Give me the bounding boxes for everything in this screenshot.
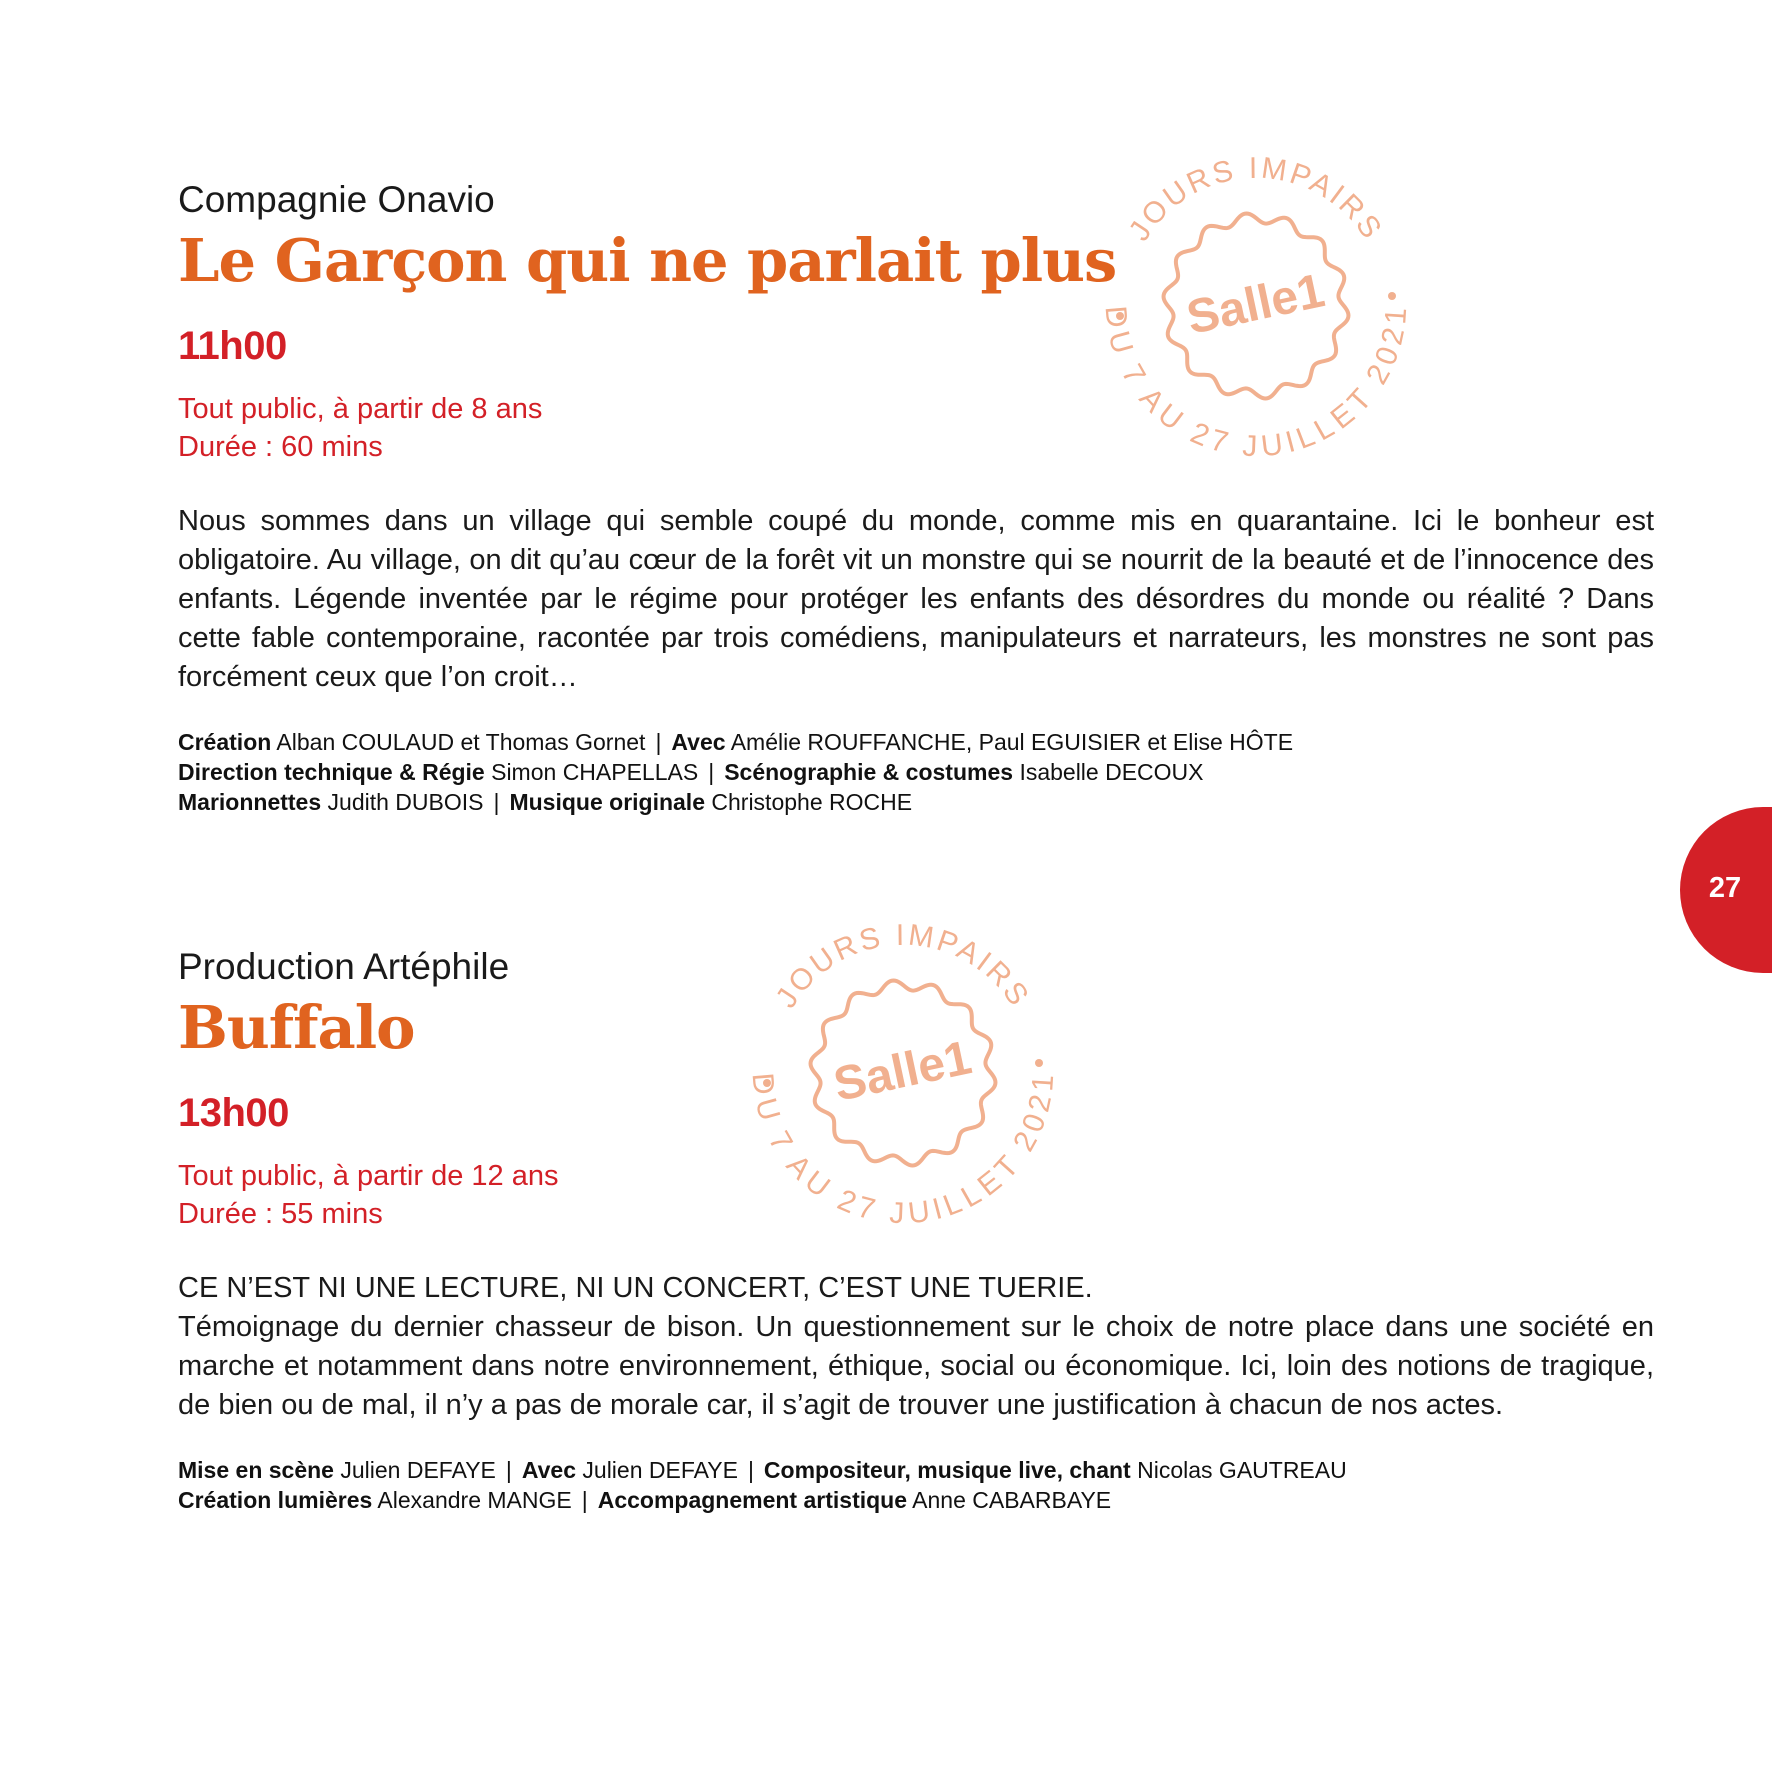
page-number: 27 [1708, 872, 1742, 904]
credits [178, 727, 1654, 817]
stamp-center-text: Salle1 [1182, 264, 1330, 345]
credits [178, 1455, 1654, 1515]
stamp-dot [1035, 1059, 1043, 1067]
description-body: Témoignage du dernier chasseur de bison. Un questionnement sur le choix de notre place dans une société en marche et notamment dans notre environnement, éthique, social ou économique. Ici, loin des notions de tragique, de bien ou de mal, il n’y a pas de morale car, il s’agit de trouver une justification à chacun de nos actes. [178, 1311, 1654, 1421]
stamp-dot [1388, 292, 1396, 300]
credit-name: Julien DEFAYE [582, 1457, 738, 1483]
show-description [178, 1269, 1654, 1425]
stamp-center-text: Salle1 [829, 1031, 977, 1112]
salle-stamp [1098, 148, 1414, 464]
show-1 [178, 178, 1654, 817]
credits-row: Direction technique & Régie Simon CHAPELLAS | Scénographie & costumes Isabelle DECOUX [178, 759, 1204, 785]
svg-text:JOURS IMPAIRS [1123, 152, 1390, 247]
svg-text:JOURS IMPAIRS [770, 919, 1037, 1014]
credits-row: Marionnettes Judith DUBOIS | Musique originale Christophe ROCHE [178, 789, 913, 815]
company-name: Production Artéphile [178, 946, 510, 987]
credit-name: Isabelle DECOUX [1019, 759, 1204, 785]
stamp-top-text: JOURS IMPAIRS [1122, 151, 1390, 247]
audience: Tout public, à partir de 8 ans [178, 393, 543, 425]
credit-role: Compositeur, musique live, chant [763, 1457, 1131, 1483]
show-time: 11h00 [178, 324, 287, 368]
credits-row: Création Alban COULAUD et Thomas Gornet | Avec Amélie ROUFFANCHE, Paul EGUISIER et Elise HÔTE [178, 729, 1294, 755]
show-title: Buffalo [178, 993, 415, 1062]
credit-role: Création lumières [178, 1487, 373, 1513]
description-lead: CE N’EST NI UNE LECTURE, NI UN CONCERT, C’EST UNE TUERIE. [178, 1272, 1093, 1304]
audience: Tout public, à partir de 12 ans [178, 1160, 559, 1192]
credit-name: Julien DEFAYE [340, 1457, 496, 1483]
credit-name: Alexandre MANGE [377, 1487, 572, 1513]
credit-role: Mise en scène [178, 1457, 334, 1483]
credits-row: Mise en scène Julien DEFAYE | Avec Julien DEFAYE | Compositeur, musique live, chant Nicolas GAUTREAU [178, 1457, 1347, 1483]
credits-row: Création lumières Alexandre MANGE | Accompagnement artistique Anne CABARBAYE [178, 1487, 1112, 1513]
stamp-bottom-text: DU 7 AU 27 JUILLET 2021 [1098, 304, 1414, 464]
credit-name: Christophe ROCHE [711, 789, 913, 815]
credit-role: Avec [521, 1457, 577, 1483]
credit-name: Amélie ROUFFANCHE, Paul EGUISIER et Elise HÔTE [730, 729, 1294, 755]
salle-stamp [745, 915, 1061, 1231]
credit-role: Scénographie & costumes [724, 759, 1014, 785]
show-meta [178, 390, 1654, 466]
credit-name: Simon CHAPELLAS [491, 759, 699, 785]
credit-role: Direction technique & Régie [178, 759, 485, 785]
credit-role: Musique originale [509, 789, 705, 815]
stamp-bottom-text: DU 7 AU 27 JUILLET 2021 [745, 1071, 1061, 1231]
credit-role: Accompagnement artistique [597, 1487, 908, 1513]
duration: Durée : 60 mins [178, 431, 383, 463]
credit-name: Alban COULAUD et Thomas Gornet [276, 729, 646, 755]
credit-name: Judith DUBOIS [327, 789, 484, 815]
duration: Durée : 55 mins [178, 1198, 383, 1230]
credit-name: Anne CABARBAYE [912, 1487, 1112, 1513]
credit-role: Marionnettes [178, 789, 322, 815]
credit-name: Nicolas GAUTREAU [1137, 1457, 1347, 1483]
credit-role: Création [178, 729, 272, 755]
show-description: Nous sommes dans un village qui semble coupé du monde, comme mis en quarantaine. Ici le bonheur est obligatoire. Au village, on dit qu’au cœur de la forêt vit un monstre qui se nourrit de la beauté et de l’innocence des enfants. Légende inventée par le régime pour protéger les enfants des désordres du monde ou réalité ? Dans cette fable contemporaine, racontée par trois comédiens, manipulateurs et narrateurs, les monstres ne sont pas forcément ceux que l’on croit… [178, 505, 1654, 693]
show-title: Le Garçon qui ne parlait plus [178, 226, 1117, 295]
show-time: 13h00 [178, 1091, 289, 1135]
stamp-top-text: JOURS IMPAIRS [769, 918, 1037, 1014]
credit-role: Avec [671, 729, 726, 755]
company-name: Compagnie Onavio [178, 179, 495, 220]
